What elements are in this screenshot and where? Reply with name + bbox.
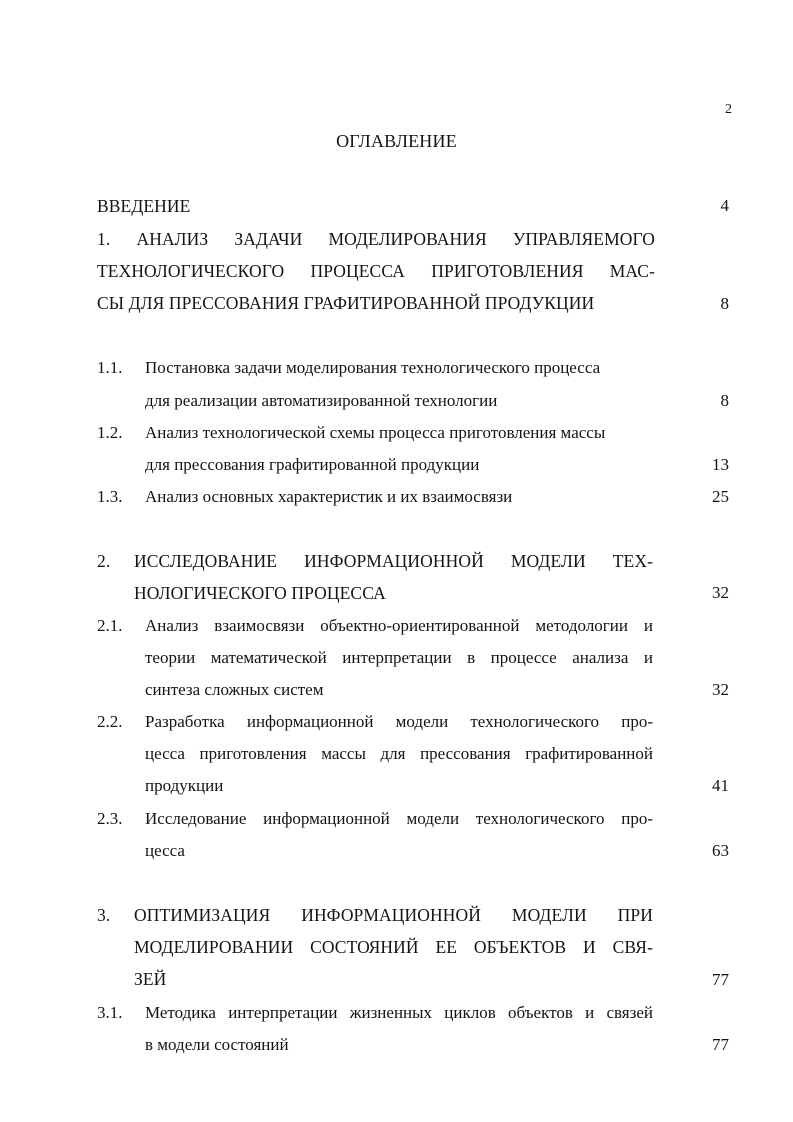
toc-section-3-1-page: 77 bbox=[712, 1035, 729, 1054]
toc-section-1-3-number: 1.3. bbox=[97, 487, 123, 506]
toc-section-2-2-number: 2.2. bbox=[97, 712, 123, 731]
toc-section-1-1-page: 8 bbox=[720, 391, 729, 410]
toc-section-2-3-page: 63 bbox=[712, 841, 729, 860]
toc-section-2-1-number: 2.1. bbox=[97, 616, 123, 635]
toc-chapter-2-number: 2. bbox=[97, 551, 111, 571]
toc-section-2-1-line-3: синтеза сложных систем bbox=[145, 680, 324, 699]
toc-chapter-3-page: 77 bbox=[712, 970, 729, 989]
toc-chapter-3-number: 3. bbox=[97, 905, 111, 925]
toc-section-1-2-line-1: Анализ технологической схемы процесса приготовления массы bbox=[145, 423, 606, 442]
toc-section-1-3-line-1: Анализ основных характеристик и их взаимосвязи bbox=[145, 487, 513, 506]
toc-section-2-3-number: 2.3. bbox=[97, 809, 123, 828]
toc-section-3-1-line-1: Методика интерпретации жизненных циклов объектов и связей bbox=[145, 1003, 653, 1022]
toc-chapter-1-line-3: СЫ ДЛЯ ПРЕССОВАНИЯ ГРАФИТИРОВАННОЙ ПРОДУКЦИИ bbox=[97, 293, 595, 313]
toc-section-2-2-line-1: Разработка информационной модели технологического про- bbox=[145, 712, 653, 731]
toc-chapter-1-line-1: 1. АНАЛИЗ ЗАДАЧИ МОДЕЛИРОВАНИЯ УПРАВЛЯЕМОГО bbox=[97, 229, 655, 249]
toc-chapter-3-line-2: МОДЕЛИРОВАНИИ СОСТОЯНИЙ ЕЕ ОБЪЕКТОВ И СВЯ- bbox=[134, 937, 653, 957]
toc-section-3-1-line-2: в модели состояний bbox=[145, 1035, 289, 1054]
toc-section-2-1-line-2: теории математической интерпретации в процессе анализа и bbox=[145, 648, 653, 667]
toc-chapter-2-line-2: НОЛОГИЧЕСКОГО ПРОЦЕССА bbox=[134, 583, 386, 603]
toc-section-1-1-number: 1.1. bbox=[97, 358, 123, 377]
toc-entry-intro-page: 4 bbox=[720, 196, 729, 215]
toc-section-2-2-page: 41 bbox=[712, 776, 729, 795]
toc-section-1-1-line-1: Постановка задачи моделирования технологического процесса bbox=[145, 358, 601, 377]
toc-section-2-1-page: 32 bbox=[712, 680, 729, 699]
toc-chapter-3-line-1: ОПТИМИЗАЦИЯ ИНФОРМАЦИОННОЙ МОДЕЛИ ПРИ bbox=[134, 905, 653, 925]
toc-chapter-3-line-3: ЗЕЙ bbox=[134, 969, 167, 989]
toc-section-2-3-line-2: цесса bbox=[145, 841, 185, 860]
toc-entry-intro-label: ВВЕДЕНИЕ bbox=[97, 196, 191, 216]
toc-section-2-3-line-1: Исследование информационной модели технологического про- bbox=[145, 809, 653, 828]
toc-section-2-1-line-1: Анализ взаимосвязи объектно-ориентированной методологии и bbox=[145, 616, 653, 635]
toc-section-1-2-number: 1.2. bbox=[97, 423, 123, 442]
toc-section-1-1-line-2: для реализации автоматизированной технологии bbox=[145, 391, 498, 410]
toc-chapter-1-page: 8 bbox=[720, 294, 729, 313]
toc-section-1-3-page: 25 bbox=[712, 487, 729, 506]
toc-chapter-2-line-1: ИССЛЕДОВАНИЕ ИНФОРМАЦИОННОЙ МОДЕЛИ ТЕХ- bbox=[134, 551, 653, 571]
toc-chapter-2-page: 32 bbox=[712, 583, 729, 602]
toc-chapter-1-line-2: ТЕХНОЛОГИЧЕСКОГО ПРОЦЕССА ПРИГОТОВЛЕНИЯ МАС- bbox=[97, 261, 655, 281]
toc-section-2-2-line-2: цесса приготовления массы для прессования графитированной bbox=[145, 744, 653, 763]
toc-section-3-1-number: 3.1. bbox=[97, 1003, 123, 1022]
page-number: 2 bbox=[725, 102, 732, 117]
toc-section-1-2-page: 13 bbox=[712, 455, 729, 474]
toc-section-1-2-line-2: для прессования графитированной продукции bbox=[145, 455, 480, 474]
toc-section-2-2-line-3: продукции bbox=[145, 776, 224, 795]
page-title: ОГЛАВЛЕНИЕ bbox=[336, 131, 457, 151]
